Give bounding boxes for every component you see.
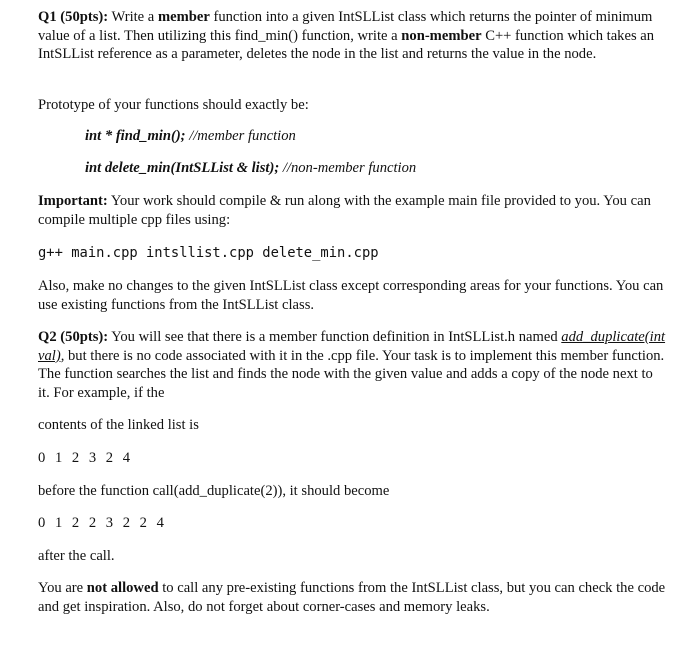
q1-bold-member: member <box>157 9 210 25</box>
prototype-intro: Prototype of your functions should exactly be: <box>38 97 309 113</box>
q1-text: function into a given IntSLList class which returns the pointer of minimum value of a list. Then utilizing this find_min() function, write a <box>38 9 653 44</box>
important-paragraph <box>38 192 668 229</box>
delete-min-comment: //non-member function <box>279 160 417 176</box>
not-allowed-bold: not allowed <box>86 580 159 596</box>
q2-paragraph <box>38 328 668 402</box>
final-paragraph <box>38 579 668 616</box>
q1-label: Q1 (50pts): <box>38 9 109 25</box>
q1-text: Write a <box>108 9 158 25</box>
after-call-line: after the call. <box>38 548 115 564</box>
sequence-before: 0 1 2 3 2 4 <box>38 450 134 466</box>
before-call-line: before the function call(add_duplicate(2)), it should become <box>38 483 390 499</box>
final-text: You are <box>38 580 87 596</box>
prototype-delete-min <box>85 160 416 177</box>
q2-text: You will see that there is a member function definition in IntSLList.h named <box>108 329 562 345</box>
q2-text: but there is no code associated with it in the .cpp file. Your task is to implement this member function. The function searches the list and finds the node with the given value and adds a copy of the node next to it. For example, if the <box>38 347 665 401</box>
find-min-comment: //member function <box>185 128 296 144</box>
q1-text: C++ function which takes an IntSLList reference as a parameter, deletes the node in the list and returns the value in the node. <box>38 27 655 62</box>
q1-paragraph <box>38 8 668 64</box>
also-paragraph: Also, make no changes to the given IntSLList class except corresponding areas for your functions. You can use existing functions from the IntSLList class. <box>38 278 664 313</box>
important-label: Important: <box>38 193 108 209</box>
compile-command: g++ main.cpp intsllist.cpp delete_min.cpp <box>38 245 379 261</box>
delete-min-signature: int delete_min(IntSLList & list); <box>85 160 280 176</box>
q1-bold-non-member: non-member <box>401 27 482 44</box>
add-duplicate-signature: add_duplicate(int val), <box>38 329 666 364</box>
prototype-find-min <box>85 128 296 145</box>
important-text: Your work should compile & run along with the example main file provided to you. You can compile multiple cpp files using: <box>38 193 651 228</box>
find-min-signature: int * find_min(); <box>85 128 186 144</box>
q2-label: Q2 (50pts): <box>38 329 109 345</box>
contents-line: contents of the linked list is <box>38 417 199 433</box>
final-text: to call any pre-existing functions from the IntSLList class, but you can check the code and get inspiration. Also, do not forget about corner-cases and memory leaks. <box>38 580 666 615</box>
sequence-after: 0 1 2 2 3 2 2 4 <box>38 515 167 531</box>
